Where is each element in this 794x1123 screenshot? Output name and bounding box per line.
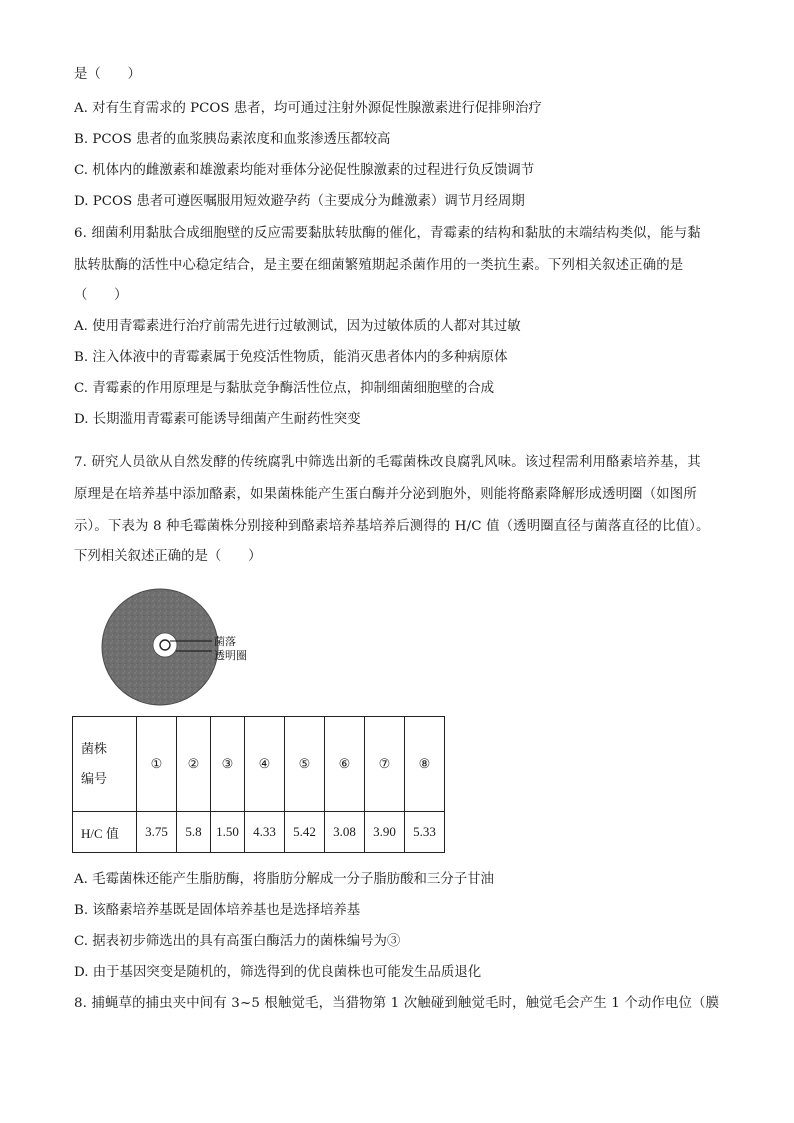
petri-dish-figure (80, 588, 300, 706)
label-halo: 透明圈 (214, 649, 247, 662)
hc-value: 5.33 (405, 812, 445, 853)
strain-id: ⑤ (285, 717, 325, 812)
hc-table (72, 716, 445, 853)
colony (160, 640, 170, 650)
hc-value: 4.33 (245, 812, 285, 853)
strain-id: ② (177, 717, 211, 812)
header-line: 编号 (81, 771, 108, 786)
option-a: A. 使用青霉素进行治疗前需先进行过敏测试，因为过敏体质的人都对其过敏 (74, 319, 521, 334)
strain-id: ⑧ (405, 717, 445, 812)
strain-id: ⑦ (365, 717, 405, 812)
question-7-stem-cont: 原理是在培养基中添加酪素，如果菌株能产生蛋白酶并分泌到胞外，则能将酪素降解形成透明圈（如图所 (74, 487, 697, 502)
hc-value: 3.75 (137, 812, 177, 853)
question-7-stem: 7. 研究人员欲从自然发酵的传统腐乳中筛选出新的毛霉菌株改良腐乳风味。该过程需利用酪素培养基，其 (74, 455, 701, 470)
option-d: D. PCOS 患者可遵医嘱服用短效避孕药（主要成分为雌激素）调节月经周期 (74, 194, 525, 209)
option-a: A. 毛霉菌株还能产生脂肪酶，将脂肪分解成一分子脂肪酸和三分子甘油 (74, 872, 494, 887)
option-c: C. 据表初步筛选出的具有高蛋白酶活力的菌株编号为③ (74, 934, 401, 949)
header-line: 菌株 (81, 741, 108, 756)
table-header: H/C 值 (73, 812, 137, 853)
strain-id: ④ (245, 717, 285, 812)
option-b: B. 注入体液中的青霉素属于免疫活性物质，能消灭患者体内的多种病原体 (74, 350, 508, 365)
question-6-stem: 6. 细菌利用黏肽合成细胞壁的反应需要黏肽转肽酶的催化，青霉素的结构和黏肽的末端结构类似，能与黏 (74, 226, 701, 241)
question-7-prompt: 下列相关叙述正确的是（ ） (74, 549, 262, 564)
option-b: B. 该酪素培养基既是固体培养基也是选择培养基 (74, 903, 361, 918)
hc-value: 1.50 (211, 812, 245, 853)
option-c: C. 机体内的雌激素和雄激素均能对垂体分泌促性腺激素的过程进行负反馈调节 (74, 163, 535, 178)
option-d: D. 由于基因突变是随机的，筛选得到的优良菌株也可能发生品质退化 (74, 965, 482, 980)
question-6-stem-cont: 肽转肽酶的活性中心稳定结合，是主要在细菌繁殖期起杀菌作用的一类抗生素。下列相关叙述正确的是 (74, 258, 684, 273)
hc-value: 3.08 (325, 812, 365, 853)
strain-id: ③ (211, 717, 245, 812)
hc-value: 5.8 (177, 812, 211, 853)
petri-dish-illustration (80, 588, 300, 706)
option-d: D. 长期滥用青霉素可能诱导细菌产生耐药性突变 (74, 412, 361, 427)
question-7-stem-cont: 示）。下表为 8 种毛霉菌株分别接种到酪素培养基培养后测得的 H/C 值（透明圈直径与菌落直径的比值）。 (74, 519, 710, 534)
question-8-stem: 8. 捕蝇草的捕虫夹中间有 3~5 根触觉毛，当猎物第 1 次触碰到触觉毛时，触觉毛会产生 1 个动作电位（膜 (74, 996, 720, 1011)
option-c: C. 青霉素的作用原理是与黏肽竞争酶活性位点，抑制细菌细胞壁的合成 (74, 381, 494, 396)
text-line: 是（ ） (74, 67, 141, 82)
hc-value: 5.42 (285, 812, 325, 853)
table-row (73, 812, 445, 853)
hc-value: 3.90 (365, 812, 405, 853)
option-b: B. PCOS 患者的血浆胰岛素浓度和血浆渗透压都较高 (74, 132, 391, 147)
strain-id: ① (137, 717, 177, 812)
option-a: A. 对有生育需求的 PCOS 患者，均可通过注射外源促性腺激素进行促排卵治疗 (74, 101, 542, 116)
table-header (73, 717, 137, 812)
table-row (73, 717, 445, 812)
answer-bracket: （ ） (74, 288, 128, 303)
label-colony: 菌落 (214, 635, 236, 648)
strain-id: ⑥ (325, 717, 365, 812)
